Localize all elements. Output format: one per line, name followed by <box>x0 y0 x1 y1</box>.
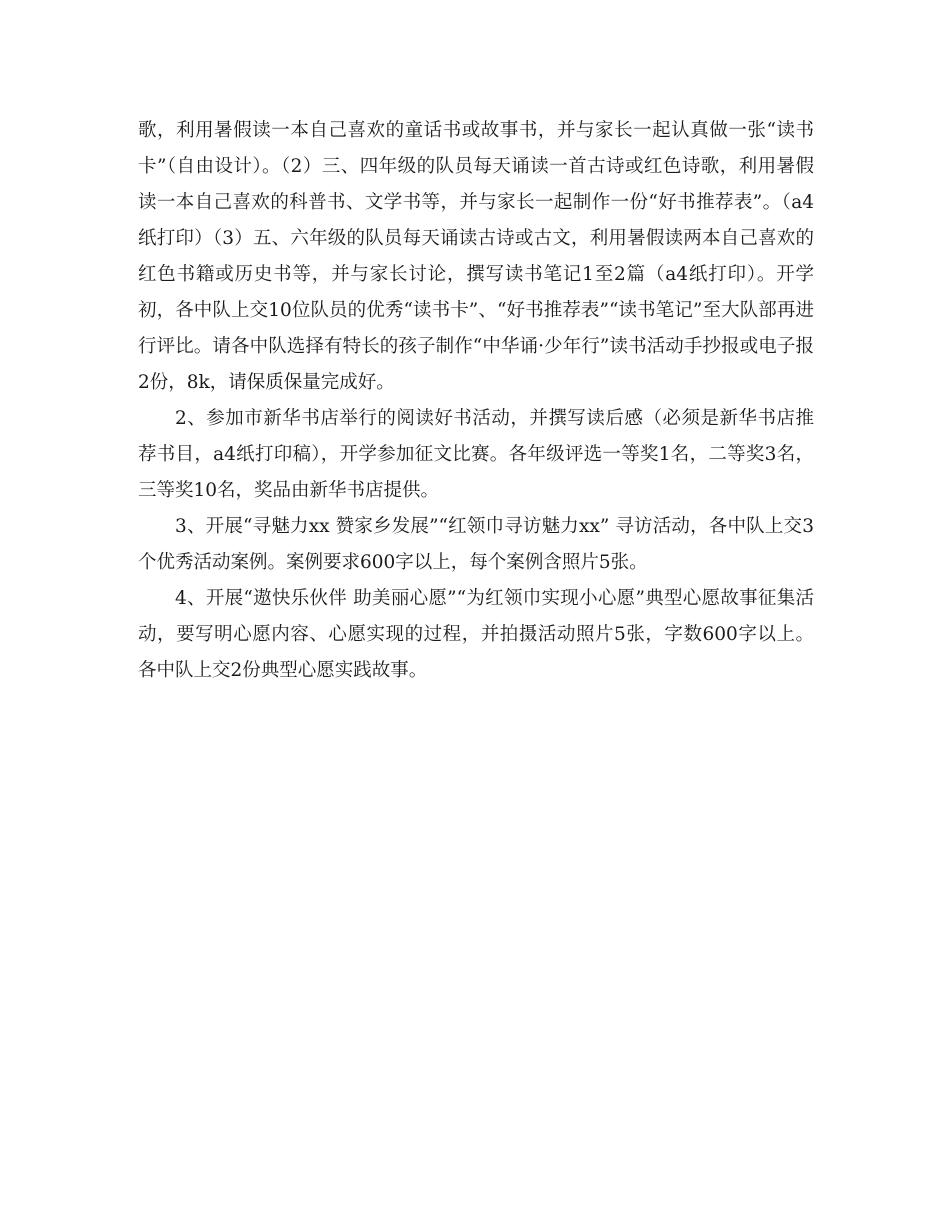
paragraph-hometown-visit-activity: 3、开展“寻魅力xx 赞家乡发展”“红领巾寻访魅力xx” 寻访活动，各中队上交3个优秀活动案例。案例要求600字以上，每个案例含照片5张。 <box>138 516 814 573</box>
paragraph-xinhua-bookstore-activity: 2、参加市新华书店举行的阅读好书活动，并撰写读后感（必须是新华书店推荐书目，a4纸打印稿），开学参加征文比赛。各年级评选一等奖1名，二等奖3名，三等奖10名，奖品由新华书店提供。 <box>138 408 814 501</box>
paragraph-wish-story-activity: 4、开展“遨快乐伙伴 助美丽心愿”“为红领巾实现小心愿”典型心愿故事征集活动，要写明心愿内容、心愿实现的过程，并拍摄活动照片5张，字数600字以上。各中队上交2份典型心愿实践故事。 <box>138 588 814 681</box>
document-body <box>138 113 814 689</box>
paragraph-reading-card-continuation: 歌，利用暑假读一本自己喜欢的童话书或故事书，并与家长一起认真做一张“读书卡”（自由设计）。（2）三、四年级的队员每天诵读一首古诗或红色诗歌，利用暑假读一本自己喜欢的科普书、文学书等，并与家长一起制作一份“好书推荐表”。（a4纸打印）（3）五、六年级的队员每天诵读古诗或古文，利用暑假读两本自己喜欢的红色书籍或历史书等，并与家长讨论，撰写读书笔记1至2篇（a4纸打印）。开学初，各中队上交10位队员的优秀“读书卡”、“好书推荐表”“读书笔记”至大队部再进行评比。请各中队选择有特长的孩子制作“中华诵·少年行”读书活动手抄报或电子报2份，8k，请保质保量完成好。 <box>138 120 814 393</box>
